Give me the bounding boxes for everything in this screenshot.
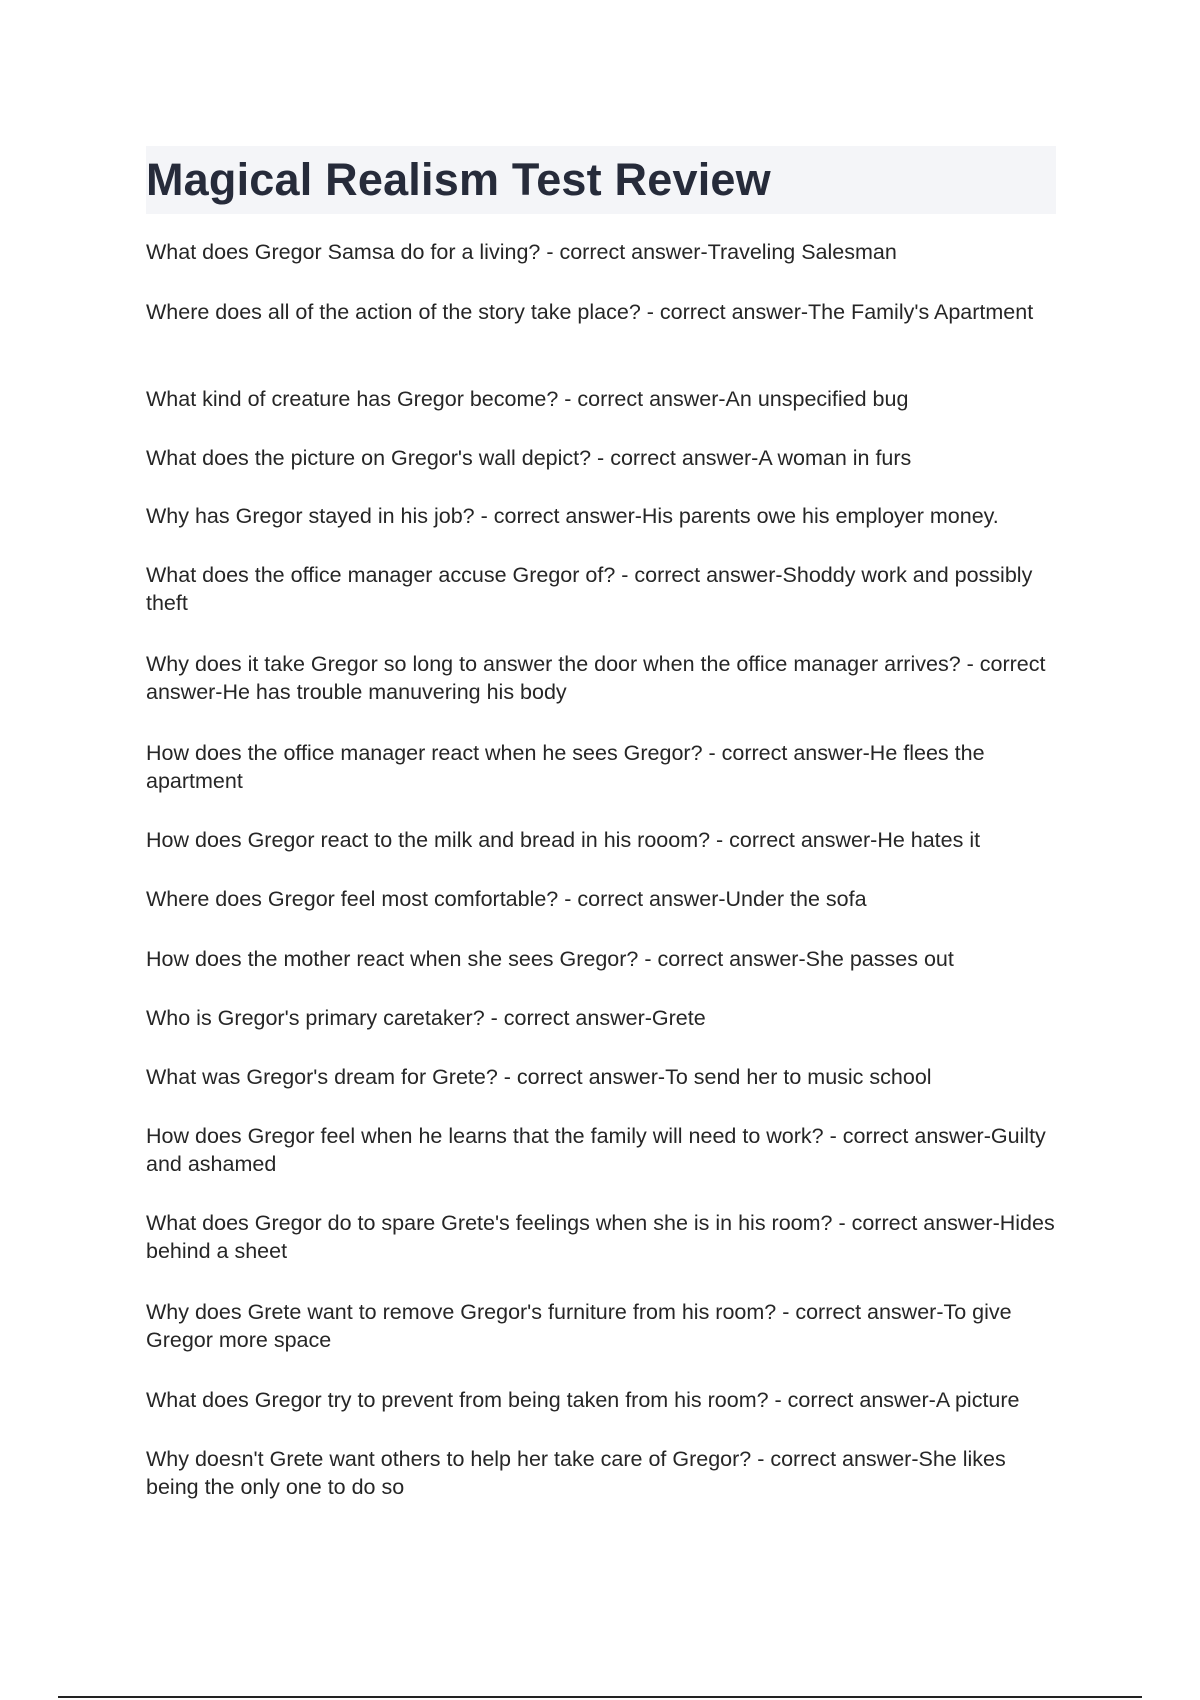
qa-item: Where does Gregor feel most comfortable? - correct answer-Under the sofa xyxy=(146,887,867,911)
qa-item: How does Gregor feel when he learns that the family will need to work? - correct answer-Guilty and ashamed xyxy=(146,1124,1046,1176)
qa-item: Why does it take Gregor so long to answer the door when the office manager arrives? - correct answer-He has trouble manuvering his body xyxy=(146,652,1046,704)
qa-item: What does the picture on Gregor's wall depict? - correct answer-A woman in furs xyxy=(146,446,912,470)
qa-item: How does the office manager react when he sees Gregor? - correct answer-He flees the apartment xyxy=(146,741,985,793)
qa-item: How does the mother react when she sees Gregor? - correct answer-She passes out xyxy=(146,947,954,971)
qa-item: What does Gregor do to spare Grete's feelings when she is in his room? - correct answer-Hides behind a sheet xyxy=(146,1211,1055,1263)
qa-item: Why does Grete want to remove Gregor's furniture from his room? - correct answer-To give Gregor more space xyxy=(146,1300,1012,1352)
page-title: Magical Realism Test Review xyxy=(146,154,771,205)
qa-item: What was Gregor's dream for Grete? - correct answer-To send her to music school xyxy=(146,1065,932,1089)
qa-item: What does Gregor Samsa do for a living? - correct answer-Traveling Salesman xyxy=(146,240,897,264)
title-banner xyxy=(146,146,1056,214)
qa-item: Why doesn't Grete want others to help her take care of Gregor? - correct answer-She likes being the only one to do so xyxy=(146,1447,1006,1499)
footer-divider xyxy=(58,1696,1142,1698)
qa-item: Where does all of the action of the story take place? - correct answer-The Family's Apartment xyxy=(146,300,1034,324)
qa-item: How does Gregor react to the milk and bread in his rooom? - correct answer-He hates it xyxy=(146,828,981,852)
qa-item: Why has Gregor stayed in his job? - correct answer-His parents owe his employer money. xyxy=(146,504,999,528)
qa-item: Who is Gregor's primary caretaker? - correct answer-Grete xyxy=(146,1006,706,1030)
qa-item: What kind of creature has Gregor become? - correct answer-An unspecified bug xyxy=(146,387,909,411)
qa-item: What does Gregor try to prevent from being taken from his room? - correct answer-A picture xyxy=(146,1388,1020,1412)
qa-item: What does the office manager accuse Gregor of? - correct answer-Shoddy work and possibly theft xyxy=(146,563,1033,615)
